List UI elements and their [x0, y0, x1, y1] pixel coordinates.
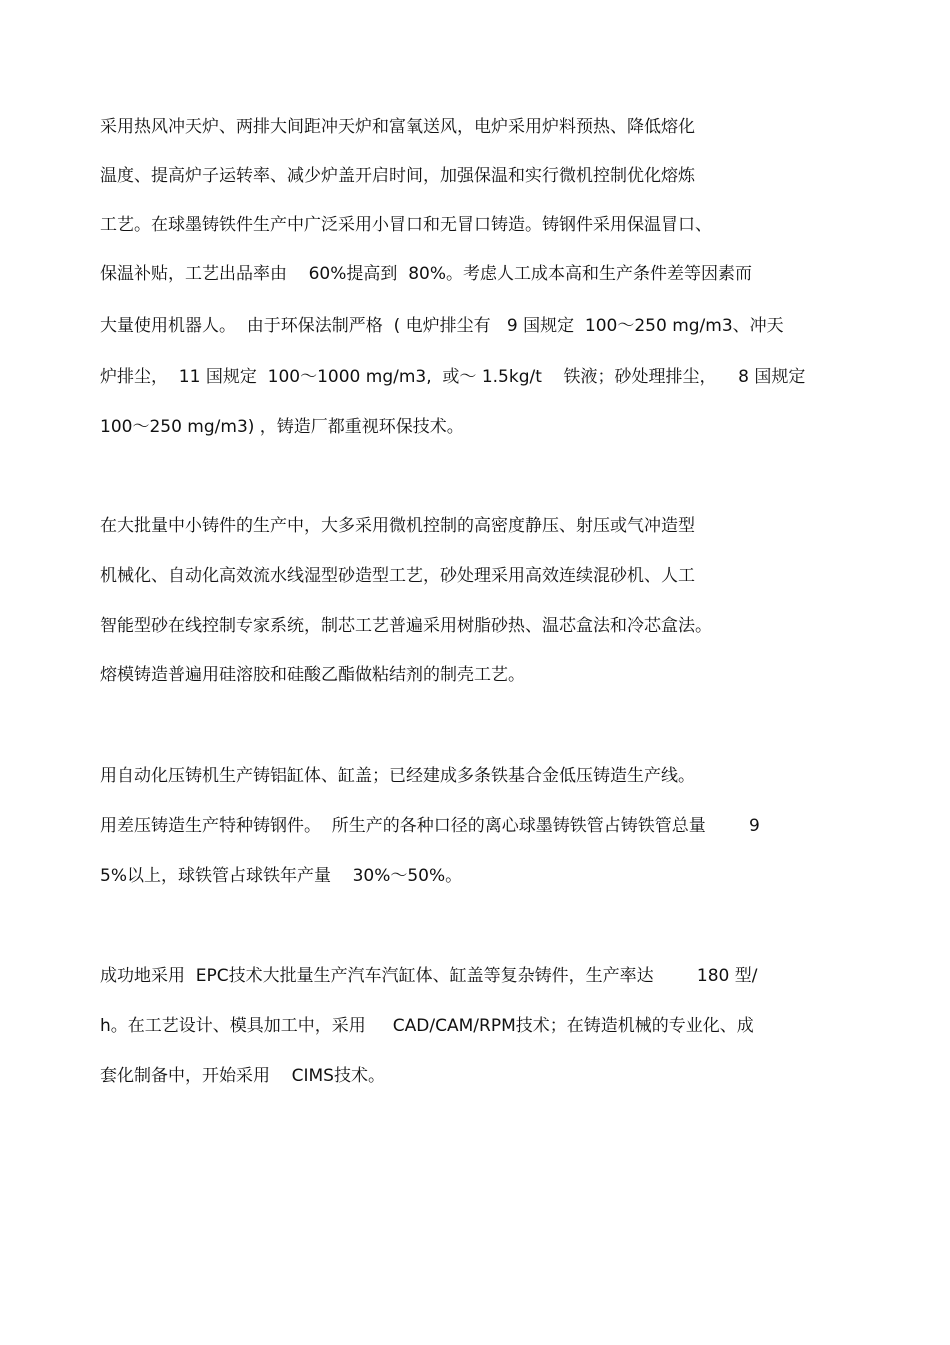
text-line: 在大批量中小铸件的生产中，大多采用微机控制的高密度静压、射压或气冲造型 [100, 516, 695, 536]
text-line: 保温补贴，工艺出品率由 60%提高到 80%。考虑人工成本高和生产条件差等因素而 [100, 264, 752, 284]
text-line: 成功地采用 EPC技术大批量生产汽车汽缸体、缸盖等复杂铸件，生产率达 180 型/ [100, 966, 758, 986]
text-line: 炉排尘， 11 国规定 100～1000 mg/m3, 或～ 1.5kg/t 铁液；砂处理排尘， 8 国规定 [100, 367, 806, 387]
text-line: 熔模铸造普遍用硅溶胶和硅酸乙酯做粘结剂的制壳工艺。 [100, 665, 525, 685]
text-line: 套化制备中，开始采用 CIMS技术。 [100, 1066, 385, 1086]
text-line: 工艺。在球墨铸铁件生产中广泛采用小冒口和无冒口铸造。铸钢件采用保温冒口、 [100, 215, 712, 235]
text-line: h。在工艺设计、模具加工中，采用 CAD/CAM/RPM技术；在铸造机械的专业化、成 [100, 1016, 754, 1036]
text-line: 采用热风冲天炉、两排大间距冲天炉和富氧送风，电炉采用炉料预热、降低熔化 [100, 117, 695, 137]
text-line: 用差压铸造生产特种铸钢件。 所生产的各种口径的离心球墨铸铁管占铸铁管总量 9 [100, 816, 760, 836]
text-line: 用自动化压铸机生产铸铝缸体、缸盖；已经建成多条铁基合金低压铸造生产线。 [100, 766, 695, 786]
text-line: 5%以上，球铁管占球铁年产量 30%～50%。 [100, 866, 463, 886]
text-line: 温度、提高炉子运转率、减少炉盖开启时间，加强保温和实行微机控制优化熔炼 [100, 166, 695, 186]
text-line: 100～250 mg/m3) ，铸造厂都重视环保技术。 [100, 417, 464, 437]
text-line: 智能型砂在线控制专家系统，制芯工艺普遍采用树脂砂热、温芯盒法和冷芯盒法。 [100, 616, 712, 636]
text-line: 机械化、自动化高效流水线湿型砂造型工艺，砂处理采用高效连续混砂机、人工 [100, 566, 695, 586]
text-line: 大量使用机器人。 由于环保法制严格 ( 电炉排尘有 9 国规定 100～250 mg/m3、冲天 [100, 316, 784, 336]
